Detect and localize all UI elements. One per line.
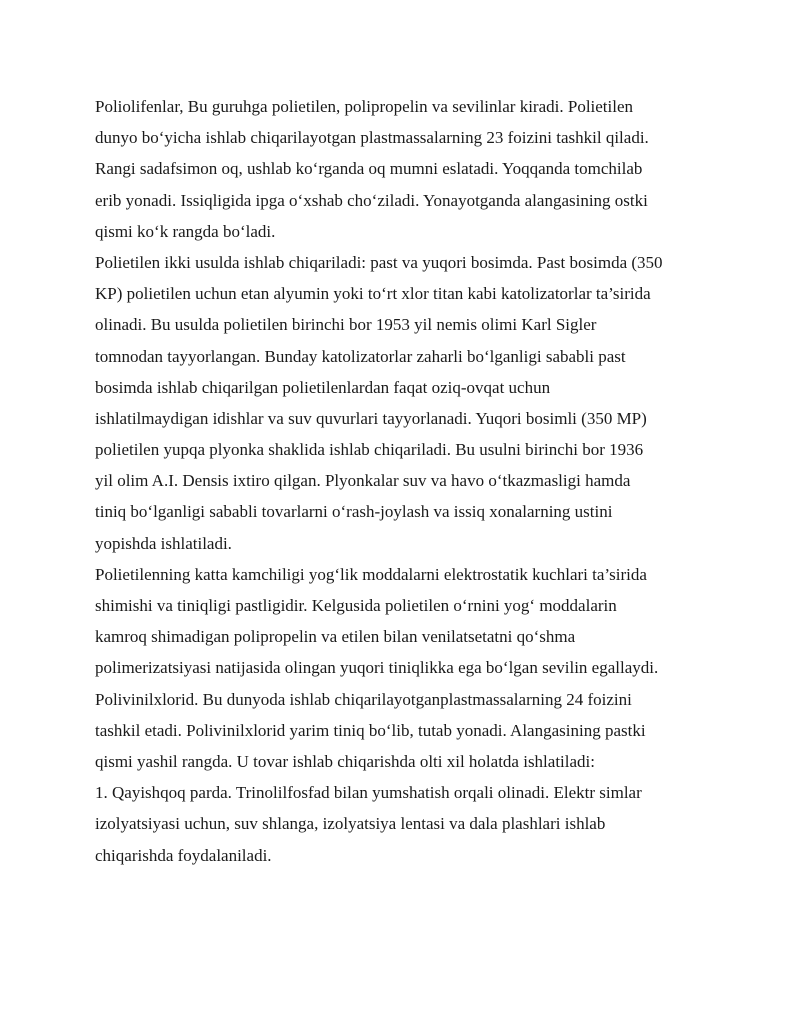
text-line: Rangi sadafsimon oq, ushlab ko‘rganda oq mumni eslatadi. Yoqqanda tomchilab — [95, 159, 643, 179]
text-line: olinadi. Bu usulda polietilen birinchi bor 1953 yil nemis olimi Karl Sigler — [95, 315, 597, 335]
text-line: shimishi va tiniqligi pastligidir. Kelgusida polietilen o‘rnini yog‘ moddalarin — [95, 596, 617, 615]
text-line: qismi ko‘k rangda bo‘ladi. — [95, 221, 276, 241]
text-line: dunyo bo‘yicha ishlab chiqarilayotgan plastmassalarning 23 foizini tashkil qiladi. — [95, 128, 649, 148]
text-line: polietilen yupqa plyonka shaklida ishlab chiqariladi. Bu usulni birinchi bor 1936 — [95, 440, 644, 460]
text-line: tiniq bo‘lganligi sababli tovarlarni o‘rash-joylash va issiq xonalarning ustini — [95, 502, 613, 522]
text-line: erib yonadi. Issiqligida ipga o‘xshab cho‘ziladi. Yonayotganda alangasining ostki — [95, 190, 648, 210]
text-line: KP) polietilen uchun etan alyumin yoki to‘rt xlor titan kabi katolizatorlar ta’sirida — [95, 284, 651, 304]
text-line: yil olim A.I. Densis ixtiro qilgan. Plyonkalar suv va havo o‘tkazmasligi hamda — [95, 471, 631, 491]
text-line: Polietilen ikki usulda ishlab chiqariladi: past va yuqori bosimda. Past bosimda (350 — [95, 252, 663, 272]
text-line: Polietilenning katta kamchiligi yog‘lik moddalarni elektrostatik kuchlari ta’sirida — [95, 564, 647, 584]
text-line: qismi yashil rangda. U tovar ishlab chiqarishda olti xil holatda ishlatiladi: — [95, 751, 595, 771]
text-line: Poliolifenlar, Bu guruhga polietilen, polipropelin va sevilinlar kiradi. Polietilen — [95, 97, 634, 116]
text-line: yopishda ishlatiladi. — [95, 533, 232, 553]
document-body — [95, 91, 720, 871]
text-line: kamroq shimadigan polipropelin va etilen bilan venilatsetatni qo‘shma — [95, 627, 576, 647]
text-line: tomnodan tayyorlangan. Bunday katolizatorlar zaharli bo‘lganligi sababli past — [95, 346, 626, 366]
text-line: chiqarishda foydalaniladi. — [95, 845, 272, 865]
text-line: bosimda ishlab chiqarilgan polietilenlardan faqat oziq-ovqat uchun — [95, 377, 551, 397]
text-line: tashkil etadi. Polivinilxlorid yarim tiniq bo‘lib, tutab yonadi. Alangasining pastki — [95, 720, 646, 740]
text-line: Polivinilxlorid. Bu dunyoda ishlab chiqarilayotganplastmassalarning 24 foizini — [95, 689, 632, 709]
text-line: polimerizatsiyasi natijasida olingan yuqori tiniqlikka ega bo‘lgan sevilin egallaydi. — [95, 658, 659, 678]
text-line: 1. Qayishqoq parda. Trinolilfosfad bilan yumshatish orqali olinadi. Elektr simlar — [95, 783, 642, 803]
text-line: izolyatsiyasi uchun, suv shlanga, izolyatsiya lentasi va dala plashlari ishlab — [95, 814, 606, 834]
text-line: ishlatilmaydigan idishlar va suv quvurlari tayyorlanadi. Yuqori bosimli (350 MP) — [95, 408, 647, 428]
